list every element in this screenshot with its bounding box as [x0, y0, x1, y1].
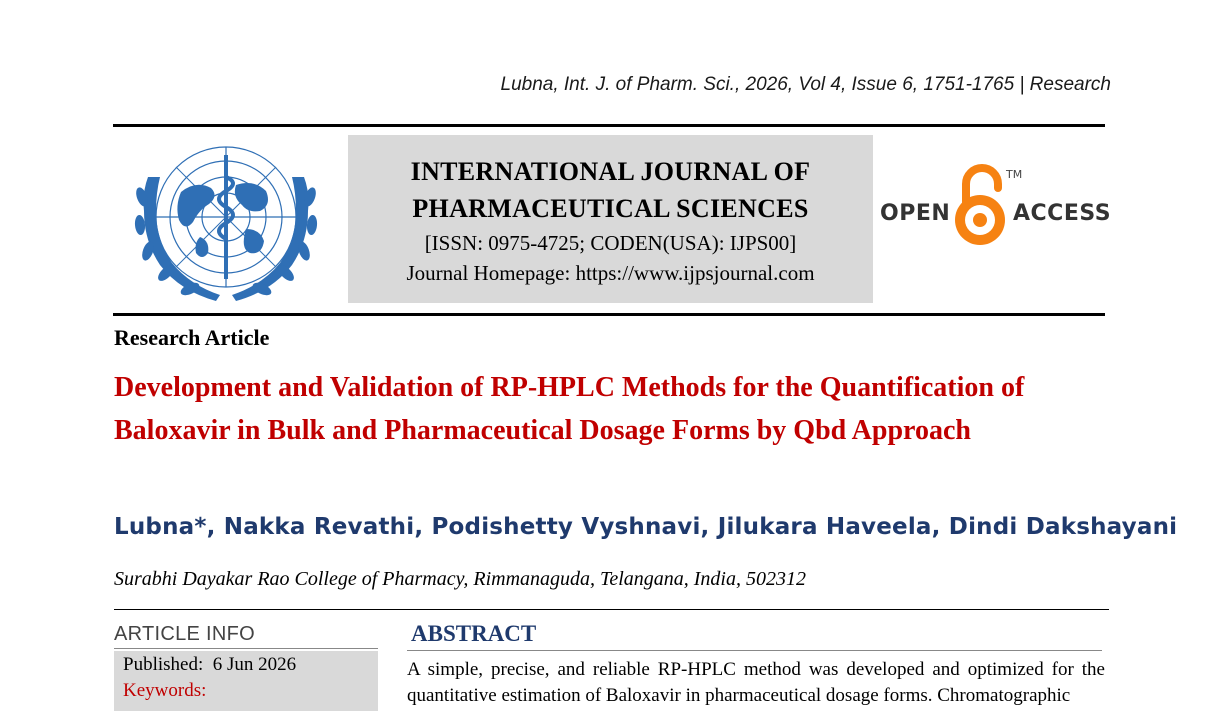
- published-date: Published: 6 Jun 2026: [123, 654, 297, 675]
- keywords-label: Keywords:: [123, 680, 207, 701]
- journal-name: [348, 153, 873, 227]
- author-list: Lubna*, Nakka Revathi, Podishetty Vyshnavi, Jilukara Haveela, Dindi Dakshayani: [114, 514, 1178, 540]
- journal-name-line1: INTERNATIONAL JOURNAL OF: [410, 157, 811, 186]
- article-type: Research Article: [114, 325, 270, 350]
- open-access-access-word: ACCESS: [1013, 201, 1112, 226]
- journal-homepage: Journal Homepage: https://www.ijpsjournal.com: [406, 261, 815, 285]
- running-header: Lubna, Int. J. of Pharm. Sci., 2026, Vol 4, Issue 6, 1751-1765 | Research: [500, 74, 1111, 95]
- article-info-heading: ARTICLE INFO: [114, 623, 256, 645]
- header-bottom-rule: [113, 313, 1105, 316]
- header-top-rule: [113, 124, 1105, 127]
- journal-name-line2: PHARMACEUTICAL SCIENCES: [412, 194, 809, 223]
- article-title: Development and Validation of RP-HPLC Methods for the Quantification of Baloxavir in Bulk and Pharmaceutical Dosage Forms by Qbd Approach: [114, 372, 1025, 446]
- article-info-rule: [114, 648, 378, 649]
- journal-emblem-icon: [126, 137, 326, 305]
- open-access-open-word: OPEN: [880, 201, 951, 226]
- abstract-heading: ABSTRACT: [411, 621, 537, 646]
- open-access-logo: [880, 160, 1112, 254]
- open-access-lock-icon: [953, 162, 1013, 257]
- section-divider: [114, 609, 1109, 610]
- open-access-trademark: TM: [1006, 168, 1023, 181]
- journal-title-box: [348, 135, 873, 303]
- journal-identifiers: [ISSN: 0975-4725; CODEN(USA): IJPS00]: [424, 231, 797, 255]
- author-affiliation: Surabhi Dayakar Rao College of Pharmacy, Rimmanaguda, Telangana, India, 502312: [114, 568, 806, 590]
- abstract-rule: [407, 650, 1102, 651]
- abstract-text: A simple, precise, and reliable RP-HPLC method was developed and optimized for the quantitative estimation of Baloxavir in pharmaceutical dosage forms. Chromatographic: [407, 659, 1105, 706]
